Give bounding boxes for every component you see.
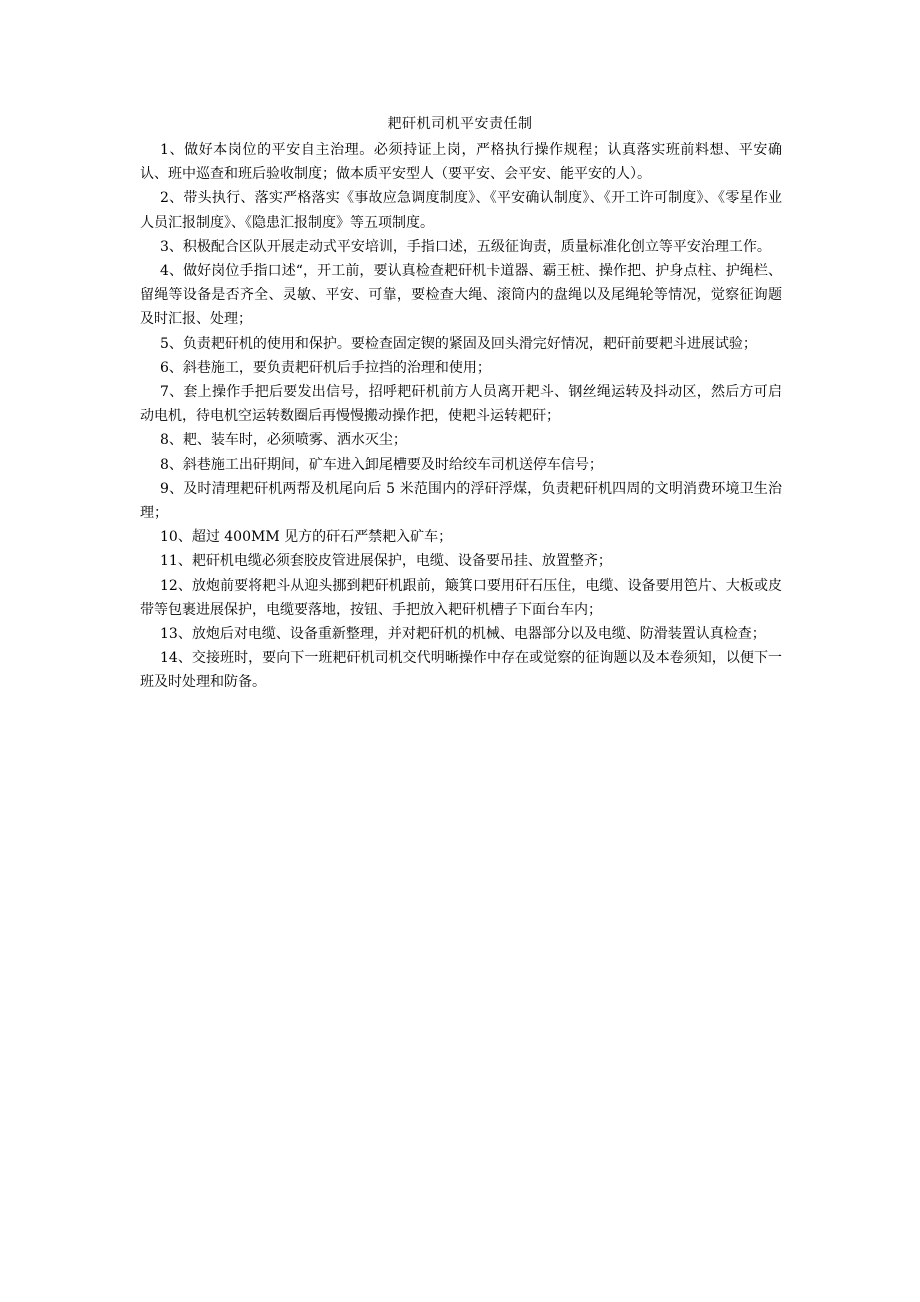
document-body xyxy=(140,138,782,695)
paragraph-12: 12、放炮前要将耙斗从迎头挪到耙矸机跟前，簸箕口要用矸石压住，电缆、设备要用笆片、大板或皮带等包裹进展保护，电缆要落地，按钮、手把放入耙矸机槽子下面台车内； xyxy=(140,577,782,618)
paragraph-3: 3、积极配合区队开展走动式平安培训，手指口述，五级征询责，质量标准化创立等平安治理工作。 xyxy=(160,238,771,255)
paragraph-1: 1、做好本岗位的平安自主治理。必须持证上岗，严格执行操作规程；认真落实班前料想、平安确认、班中巡查和班后验收制度；做本质平安型人（要平安、会平安、能平安的人）。 xyxy=(140,142,782,183)
paragraph-7: 7、套上操作手把后要发出信号，招呼耙矸机前方人员离开耙斗、钢丝绳运转及抖动区，然后方可启动电机，待电机空运转数圈后再慢慢搬动操作把，使耙斗运转耙矸； xyxy=(140,384,782,425)
paragraph-4: 4、做好岗位手指口述“，开工前，要认真检查耙矸机卡道器、霸王桩、操作把、护身点柱、护绳栏、留绳等设备是否齐全、灵敏、平安、可靠，要检查大绳、滚筒内的盘绳以及尾绳轮等情况，觉察征询题及时汇报、处理； xyxy=(140,263,782,328)
paragraph-5: 5、负责耙矸机的使用和保护。要检查固定锲的紧固及回头滑完好情况，耙矸前要耙斗进展试验； xyxy=(160,335,757,352)
paragraph-13: 13、放炮后对电缆、设备重新整理，并对耙矸机的机械、电器部分以及电缆、防滑装置认真检查； xyxy=(160,626,766,643)
paragraph-6: 6、斜巷施工，要负责耙矸机后手拉挡的治理和使用； xyxy=(160,359,491,376)
paragraph-11: 11、耙矸机电缆必须套胶皮管进展保护，电缆、设备要吊挂、放置整齐； xyxy=(160,553,612,570)
document-title: 耙矸机司机平安责任制 xyxy=(387,116,533,132)
paragraph-8a: 8、耙、装车时，必须喷雾、洒水灭尘； xyxy=(160,432,407,449)
paragraph-8b: 8、斜巷施工出矸期间，矿车进入卸尾槽要及时给绞车司机送停车信号； xyxy=(160,456,603,473)
paragraph-2: 2、带头执行、落实严格落实《事故应急调度制度》、《平安确认制度》、《开工许可制度》、《零星作业人员汇报制度》、《隐患汇报制度》等五项制度。 xyxy=(140,190,782,231)
paragraph-9: 9、及时清理耙矸机两帮及机尾向后 5 米范围内的浮矸浮煤，负责耙矸机四周的文明消费环境卫生治理； xyxy=(140,480,782,522)
paragraph-10: 10、超过 400MM 见方的矸石严禁耙入矿车； xyxy=(160,529,453,546)
paragraph-14: 14、交接班时，要向下一班耙矸机司机交代明晰操作中存在或觉察的征询题以及本卷须知，以便下一班及时处理和防备。 xyxy=(140,650,782,691)
